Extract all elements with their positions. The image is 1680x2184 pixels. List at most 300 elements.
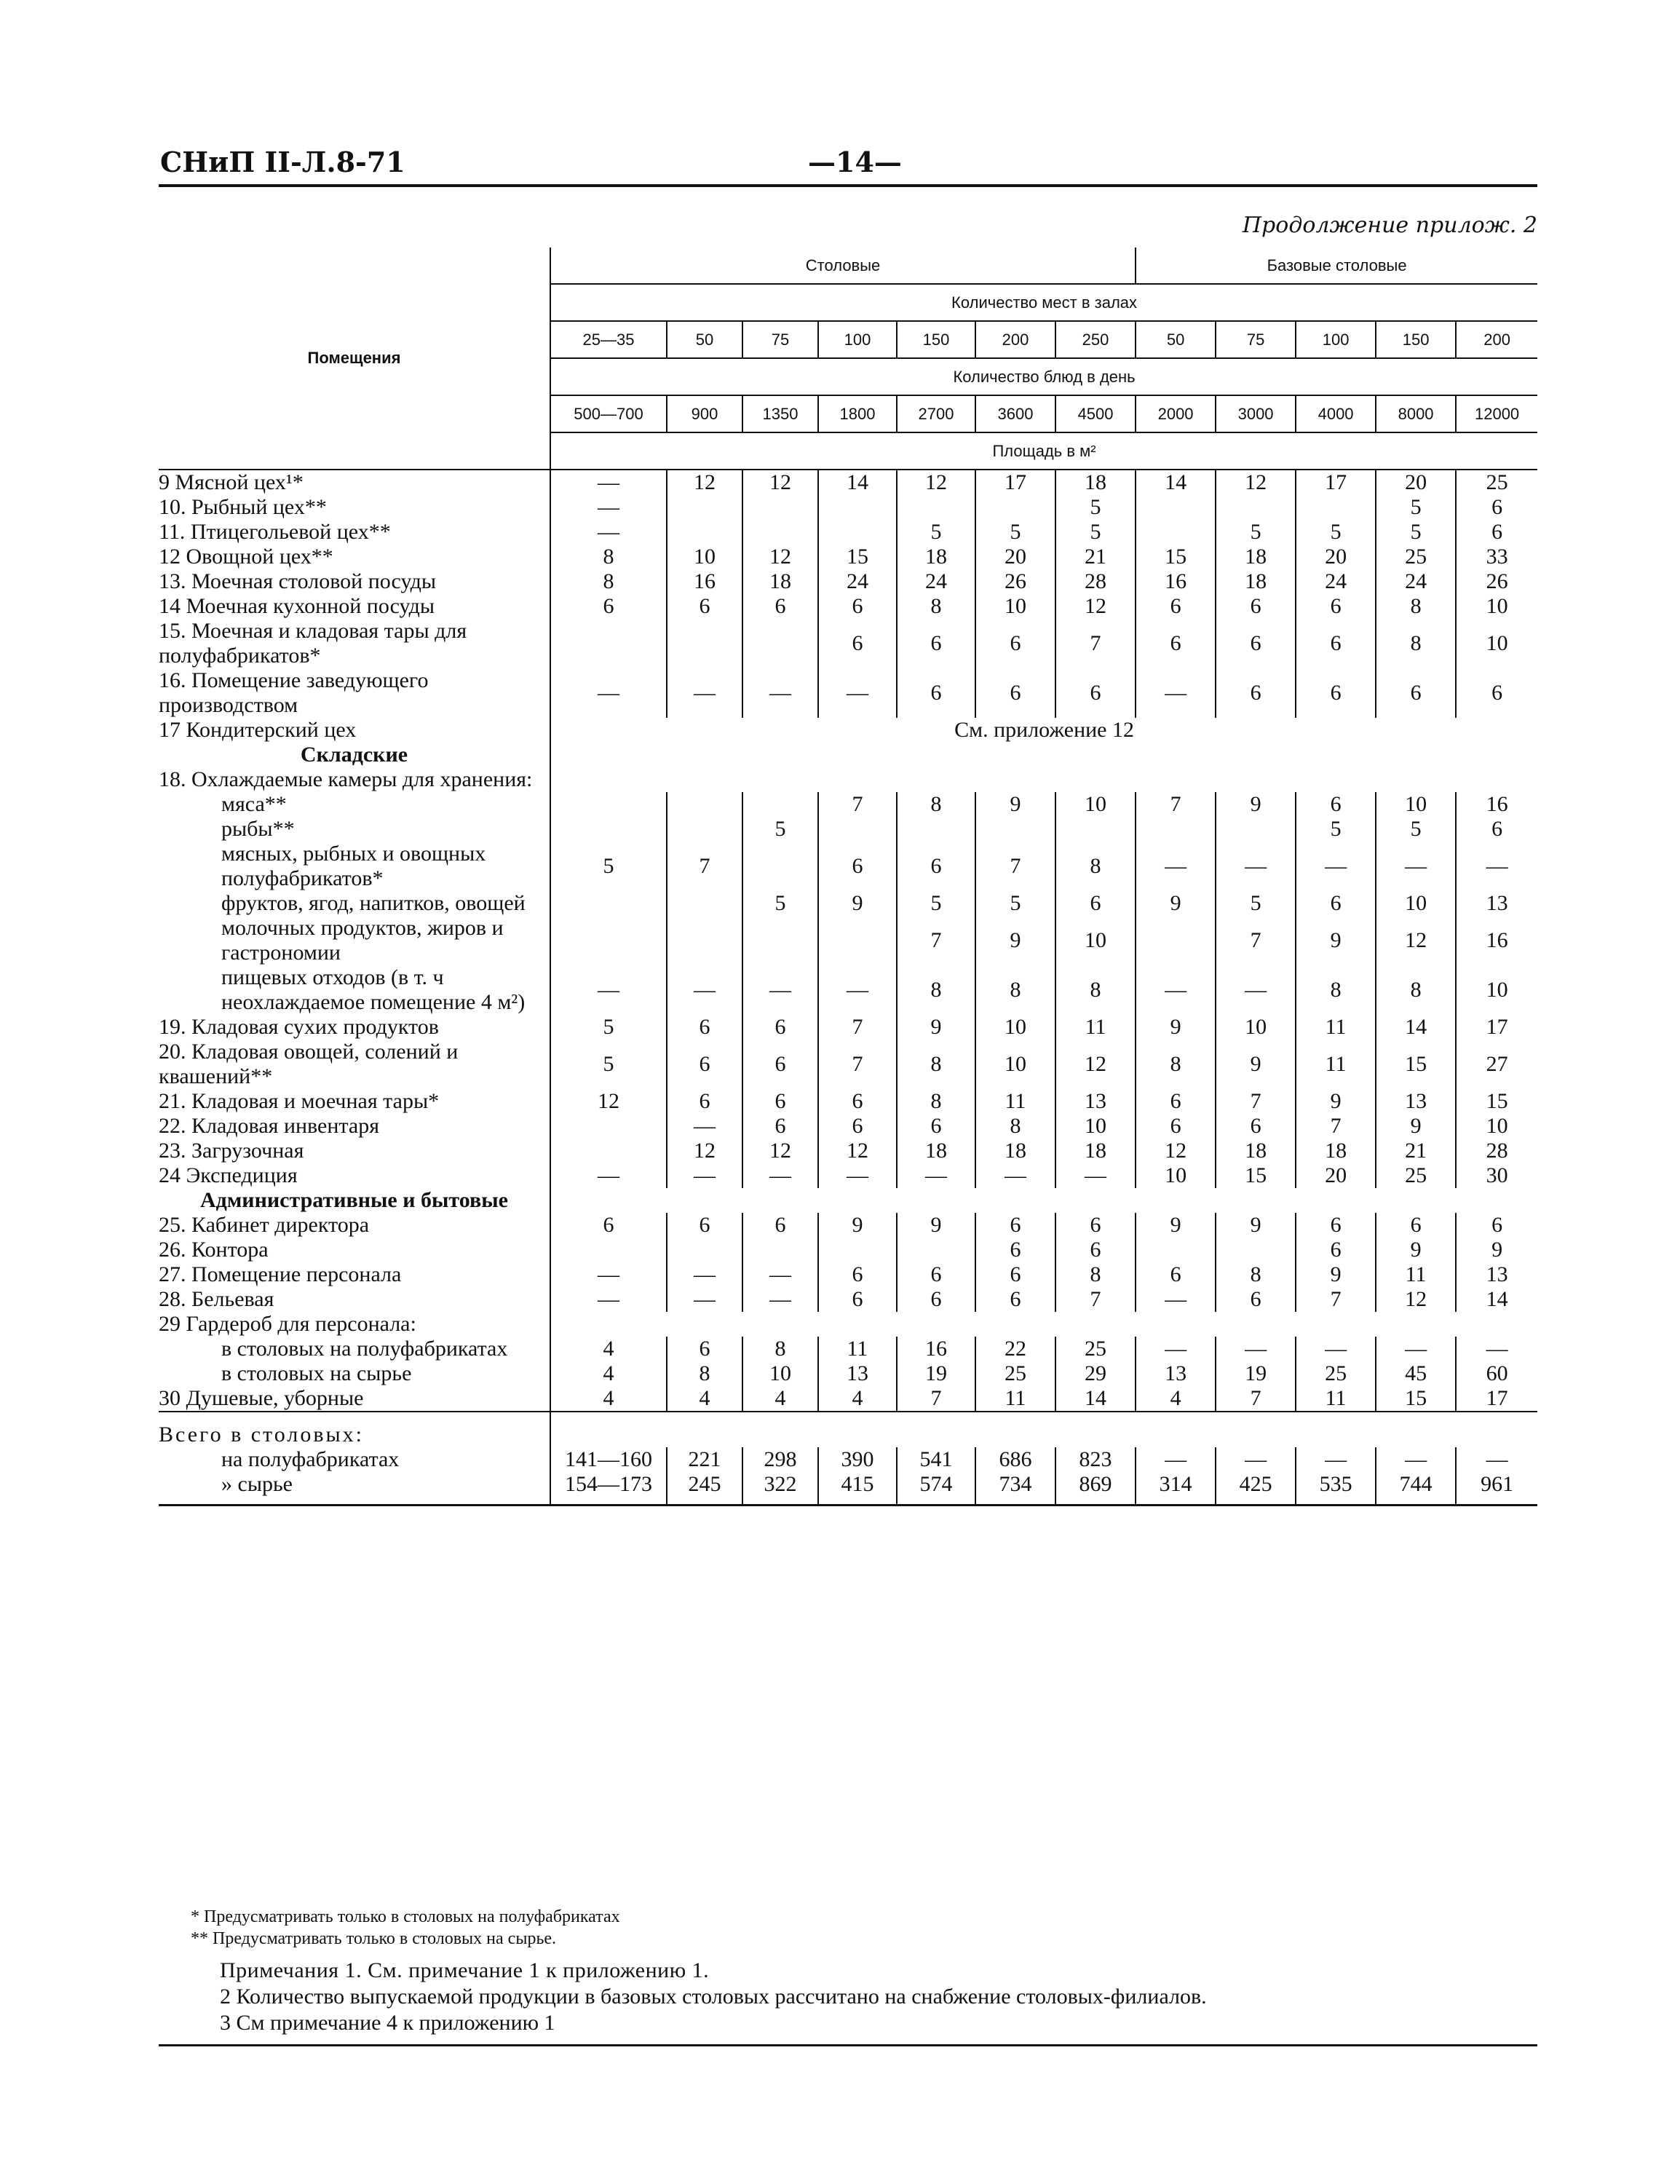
- table-cell: 8: [1376, 965, 1456, 1015]
- row-label: 20. Кладовая овощей, солений и квашений**: [159, 1040, 550, 1089]
- table-cell: 7: [1216, 916, 1296, 965]
- table-cell: 6: [1216, 1287, 1296, 1312]
- empty-cells: [550, 767, 1537, 792]
- table-cell: 25: [1376, 545, 1456, 569]
- table-cell: 425: [1216, 1472, 1296, 1506]
- table-cell: 5: [975, 891, 1055, 916]
- table-cell: 8: [1216, 1262, 1296, 1287]
- table-row: [159, 817, 1537, 842]
- seats-col-7: 50: [1136, 321, 1216, 358]
- seats-col-5: 200: [975, 321, 1055, 358]
- table-cell: 5: [975, 520, 1055, 545]
- table-cell: 6: [550, 1213, 667, 1238]
- table-cell: 6: [1296, 1213, 1376, 1238]
- header-rule: [159, 184, 1537, 187]
- table-cell: 4: [818, 1386, 897, 1412]
- table-cell: —: [1216, 842, 1296, 891]
- table-cell: 22: [975, 1337, 1055, 1361]
- dishes-col-3: 1800: [818, 395, 897, 432]
- table-cell: 14: [1376, 1015, 1456, 1040]
- table-cell: 10: [1216, 1015, 1296, 1040]
- table-cell: 9: [1216, 1040, 1296, 1089]
- table-cell: 6: [1055, 1213, 1136, 1238]
- table-cell: 6: [1456, 520, 1537, 545]
- table-cell: [742, 1238, 818, 1262]
- dishes-col-0: 500—700: [550, 395, 667, 432]
- table-cell: 6: [975, 1238, 1055, 1262]
- table-cell: [1216, 495, 1296, 520]
- table-cell: 6: [1296, 1238, 1376, 1262]
- table-cell: 12: [1376, 916, 1456, 965]
- table-cell: 6: [1216, 668, 1296, 718]
- table-cell: 12: [550, 1089, 667, 1114]
- table-cell: 7: [1216, 1386, 1296, 1412]
- row-label: фруктов, ягод, напитков, овощей: [159, 891, 550, 916]
- table-cell: 6: [1055, 1238, 1136, 1262]
- dishes-col-9: 4000: [1296, 395, 1376, 432]
- table-cell: 4: [1136, 1386, 1216, 1412]
- table-cell: 24: [897, 569, 975, 594]
- table-cell: 7: [818, 1015, 897, 1040]
- table-cell: 10: [1456, 965, 1537, 1015]
- table-cell: 322: [742, 1472, 818, 1506]
- section-row: [159, 1188, 1537, 1213]
- table-cell: [975, 817, 1055, 842]
- document-code: СНиП II-Л.8-71: [160, 146, 405, 178]
- table-cell: [1136, 495, 1216, 520]
- table-cell: 9: [1296, 916, 1376, 965]
- row-label: пищевых отходов (в т. ч неохлаждаемое помещение 4 м²): [159, 965, 550, 1015]
- table-cell: —: [818, 668, 897, 718]
- row-label: рыбы**: [159, 817, 550, 842]
- table-cell: 5: [742, 817, 818, 842]
- table-cell: —: [667, 1262, 742, 1287]
- table-cell: 6: [1216, 1114, 1296, 1139]
- table-cell: 15: [1376, 1386, 1456, 1412]
- table-cell: [667, 817, 742, 842]
- table-cell: 13: [1136, 1361, 1216, 1386]
- row-label: 24 Экспедиция: [159, 1163, 550, 1188]
- dishes-col-5: 3600: [975, 395, 1055, 432]
- table-cell: —: [1136, 965, 1216, 1015]
- table-cell: 24: [818, 569, 897, 594]
- table-cell: 10: [1376, 891, 1456, 916]
- rooms-header: Помещения: [159, 248, 550, 470]
- table-cell: 10: [1055, 916, 1136, 965]
- table-row: [159, 1386, 1537, 1412]
- table-cell: 6: [1296, 619, 1376, 668]
- table-cell: [550, 1114, 667, 1139]
- table-cell: 6: [1136, 1114, 1216, 1139]
- table-cell: [818, 1238, 897, 1262]
- table-cell: 6: [1456, 817, 1537, 842]
- table-cell: —: [667, 1287, 742, 1312]
- seats-col-2: 75: [742, 321, 818, 358]
- table-cell: 6: [667, 1089, 742, 1114]
- table-cell: 6: [975, 1287, 1055, 1312]
- table-cell: [1296, 495, 1376, 520]
- table-cell: 6: [897, 1262, 975, 1287]
- group-dining-header: Столовые: [550, 248, 1136, 284]
- table-cell: 6: [667, 1213, 742, 1238]
- note-1: Примечания 1. См. примечание 1 к приложению 1.: [220, 1958, 710, 1982]
- table-cell: 8: [897, 1040, 975, 1089]
- table-cell: [1136, 916, 1216, 965]
- table-cell: 12: [897, 470, 975, 495]
- note-3: 3 См примечание 4 к приложению 1: [220, 2011, 555, 2035]
- table-row: [159, 470, 1537, 495]
- table-cell: 19: [897, 1361, 975, 1386]
- table-cell: 8: [1055, 842, 1136, 891]
- table-cell: 9: [1296, 1262, 1376, 1287]
- table-cell: —: [1136, 1287, 1216, 1312]
- table-cell: —: [667, 1163, 742, 1188]
- table-cell: 4: [667, 1386, 742, 1412]
- table-cell: 7: [897, 1386, 975, 1412]
- row-label: 18. Охлаждаемые камеры для хранения:: [159, 767, 550, 792]
- table-cell: 6: [818, 842, 897, 891]
- row-label: 25. Кабинет директора: [159, 1213, 550, 1238]
- table-cell: 141—160: [550, 1447, 667, 1472]
- table-cell: —: [1296, 1337, 1376, 1361]
- table-cell: 7: [1055, 619, 1136, 668]
- table-cell: 9: [818, 891, 897, 916]
- table-cell: —: [550, 1163, 667, 1188]
- table-cell: 8: [897, 1089, 975, 1114]
- row-label: 29 Гардероб для персонала:: [159, 1312, 550, 1337]
- row-label: 23. Загрузочная: [159, 1139, 550, 1163]
- table-cell: 6: [742, 1089, 818, 1114]
- table-cell: 4: [550, 1386, 667, 1412]
- table-cell: 12: [667, 470, 742, 495]
- table-cell: 19: [1216, 1361, 1296, 1386]
- table-cell: 16: [897, 1337, 975, 1361]
- table-cell: [818, 817, 897, 842]
- table-cell: 5: [1376, 495, 1456, 520]
- bottom-rule: [159, 2044, 1537, 2046]
- table-cell: —: [667, 1114, 742, 1139]
- table-row: [159, 495, 1537, 520]
- table-cell: 10: [742, 1361, 818, 1386]
- table-cell: [1055, 817, 1136, 842]
- table-cell: 6: [667, 1015, 742, 1040]
- dishes-col-10: 8000: [1376, 395, 1456, 432]
- table-cell: [742, 495, 818, 520]
- table-cell: 7: [818, 1040, 897, 1089]
- table-cell: —: [742, 1262, 818, 1287]
- table-cell: 14: [1055, 1386, 1136, 1412]
- table-cell: 8: [1296, 965, 1376, 1015]
- table-cell: —: [1136, 1447, 1216, 1472]
- table-cell: 9: [1376, 1238, 1456, 1262]
- table-cell: 9: [1136, 891, 1216, 916]
- table-cell: 686: [975, 1447, 1055, 1472]
- group-base-header: Базовые столовые: [1136, 248, 1537, 284]
- table-cell: 12: [742, 470, 818, 495]
- table-cell: 12: [742, 1139, 818, 1163]
- table-cell: [550, 1139, 667, 1163]
- table-cell: 6: [667, 1337, 742, 1361]
- row-label: 22. Кладовая инвентаря: [159, 1114, 550, 1139]
- table-cell: 7: [1136, 792, 1216, 817]
- table-cell: 18: [897, 1139, 975, 1163]
- table-cell: 13: [1055, 1089, 1136, 1114]
- table-cell: 13: [1456, 1262, 1537, 1287]
- table-cell: —: [667, 668, 742, 718]
- table-cell: 6: [1216, 619, 1296, 668]
- dishes-col-4: 2700: [897, 395, 975, 432]
- empty-cells: [550, 1312, 1537, 1337]
- table-cell: 10: [975, 1040, 1055, 1089]
- table-cell: [818, 916, 897, 965]
- table-cell: [818, 520, 897, 545]
- table-cell: 11: [1376, 1262, 1456, 1287]
- table-cell: 9: [975, 792, 1055, 817]
- table-cell: 12: [818, 1139, 897, 1163]
- seats-col-1: 50: [667, 321, 742, 358]
- row-label: в столовых на полуфабрикатах: [159, 1337, 550, 1361]
- table-cell: 20: [1296, 545, 1376, 569]
- table-cell: 6: [1136, 594, 1216, 619]
- table-cell: 10: [1456, 619, 1537, 668]
- table-cell: [742, 520, 818, 545]
- table-cell: 9: [1136, 1015, 1216, 1040]
- table-cell: —: [550, 965, 667, 1015]
- table-cell: —: [1216, 965, 1296, 1015]
- table-row: [159, 1238, 1537, 1262]
- table-cell: 6: [975, 1262, 1055, 1287]
- table-cell: 541: [897, 1447, 975, 1472]
- table-cell: [897, 495, 975, 520]
- table-cell: 9: [1216, 1213, 1296, 1238]
- table-row: [159, 545, 1537, 569]
- row-label: 13. Моечная столовой посуды: [159, 569, 550, 594]
- continuation-label: Продолжение прилож. 2: [1242, 213, 1537, 238]
- table-cell: 961: [1456, 1472, 1537, 1506]
- dishes-col-2: 1350: [742, 395, 818, 432]
- table-cell: —: [1456, 1447, 1537, 1472]
- table-cell: 9: [1136, 1213, 1216, 1238]
- table-cell: 6: [975, 1213, 1055, 1238]
- table-cell: [897, 817, 975, 842]
- table-cell: 30: [1456, 1163, 1537, 1188]
- table-cell: 20: [975, 545, 1055, 569]
- table-cell: —: [1456, 842, 1537, 891]
- table-cell: 7: [1296, 1287, 1376, 1312]
- table-cell: 18: [1296, 1139, 1376, 1163]
- table-cell: 12: [742, 545, 818, 569]
- table-cell: 7: [897, 916, 975, 965]
- table-cell: —: [550, 495, 667, 520]
- table-cell: 5: [1055, 520, 1136, 545]
- table-cell: 7: [818, 792, 897, 817]
- seats-header: Количество мест в залах: [550, 284, 1537, 321]
- table-cell: 8: [742, 1337, 818, 1361]
- table-cell: 11: [975, 1089, 1055, 1114]
- table-cell: 15: [818, 545, 897, 569]
- table-cell: [897, 1238, 975, 1262]
- table-cell: 245: [667, 1472, 742, 1506]
- table-cell: 14: [818, 470, 897, 495]
- table-cell: 6: [1216, 594, 1296, 619]
- table-cell: 26: [1456, 569, 1537, 594]
- table-cell: 6: [1296, 891, 1376, 916]
- table-row: [159, 1312, 1537, 1337]
- table-cell: 9: [1216, 792, 1296, 817]
- row-label: 17 Кондитерский цех: [159, 718, 550, 743]
- table-cell: 5: [550, 1015, 667, 1040]
- table-cell: 13: [1456, 891, 1537, 916]
- table-cell: 6: [818, 1089, 897, 1114]
- table-cell: 60: [1456, 1361, 1537, 1386]
- table-cell: 18: [975, 1139, 1055, 1163]
- table-cell: 24: [1296, 569, 1376, 594]
- row-label: 21. Кладовая и моечная тары*: [159, 1089, 550, 1114]
- table-cell: 5: [1055, 495, 1136, 520]
- table-cell: —: [1136, 668, 1216, 718]
- table-cell: 7: [975, 842, 1055, 891]
- row-label: » сырье: [159, 1472, 550, 1506]
- dishes-col-1: 900: [667, 395, 742, 432]
- table-cell: 10: [1055, 1114, 1136, 1139]
- table-cell: 221: [667, 1447, 742, 1472]
- table-cell: 28: [1055, 569, 1136, 594]
- table-cell: —: [1296, 842, 1376, 891]
- table-row: [159, 1447, 1537, 1472]
- table-row: [159, 1139, 1537, 1163]
- table-cell: 18: [1216, 569, 1296, 594]
- table-cell: —: [1296, 1447, 1376, 1472]
- table-cell: 6: [818, 1287, 897, 1312]
- table-cell: 4: [742, 1386, 818, 1412]
- table-cell: 11: [975, 1386, 1055, 1412]
- table-cell: 8: [897, 792, 975, 817]
- table-cell: —: [1456, 1337, 1537, 1361]
- table-cell: 6: [1055, 668, 1136, 718]
- table-cell: 6: [742, 594, 818, 619]
- table-cell: [1136, 1238, 1216, 1262]
- table-cell: 45: [1376, 1361, 1456, 1386]
- table-cell: 8: [1055, 965, 1136, 1015]
- table-cell: 6: [550, 594, 667, 619]
- row-label: 10. Рыбный цех**: [159, 495, 550, 520]
- table-cell: 390: [818, 1447, 897, 1472]
- empty-cells: [550, 1412, 1537, 1447]
- table-cell: 298: [742, 1447, 818, 1472]
- table-row: [159, 1213, 1537, 1238]
- table-cell: 869: [1055, 1472, 1136, 1506]
- table-cell: 21: [1376, 1139, 1456, 1163]
- table-cell: 28: [1456, 1139, 1537, 1163]
- table-cell: 18: [1216, 545, 1296, 569]
- table-cell: 6: [1376, 668, 1456, 718]
- table-cell: 10: [1055, 792, 1136, 817]
- table-cell: 10: [1136, 1163, 1216, 1188]
- table-cell: 10: [1456, 1114, 1537, 1139]
- table-cell: 24: [1376, 569, 1456, 594]
- table-cell: 10: [975, 1015, 1055, 1040]
- table-cell: 6: [742, 1213, 818, 1238]
- table-cell: 12: [1136, 1139, 1216, 1163]
- row-label: молочных продуктов, жиров и гастрономии: [159, 916, 550, 965]
- row-label: мяса**: [159, 792, 550, 817]
- table-cell: 29: [1055, 1361, 1136, 1386]
- table-cell: 15: [1216, 1163, 1296, 1188]
- seats-col-11: 200: [1456, 321, 1537, 358]
- table-cell: 15: [1376, 1040, 1456, 1089]
- table-cell: [742, 916, 818, 965]
- table-row: [159, 1040, 1537, 1089]
- table-cell: 16: [667, 569, 742, 594]
- table-cell: 11: [1296, 1386, 1376, 1412]
- row-label: 15. Моечная и кладовая тары для полуфабрикатов*: [159, 619, 550, 668]
- table-cell: 17: [1296, 470, 1376, 495]
- table-cell: —: [1376, 1337, 1456, 1361]
- table-cell: 21: [1055, 545, 1136, 569]
- table-cell: 13: [818, 1361, 897, 1386]
- table-cell: 314: [1136, 1472, 1216, 1506]
- table-cell: [1136, 520, 1216, 545]
- dishes-col-11: 12000: [1456, 395, 1537, 432]
- table-cell: [1216, 1238, 1296, 1262]
- table-cell: 6: [818, 619, 897, 668]
- table-cell: 10: [975, 594, 1055, 619]
- table-cell: 10: [1456, 594, 1537, 619]
- section-title: Административные и бытовые: [159, 1188, 550, 1213]
- table-cell: 20: [1296, 1163, 1376, 1188]
- table-row: [159, 718, 1537, 743]
- table-cell: 27: [1456, 1040, 1537, 1089]
- table-cell: 7: [1216, 1089, 1296, 1114]
- row-label: 9 Мясной цех¹*: [159, 470, 550, 495]
- row-label: 30 Душевые, уборные: [159, 1386, 550, 1412]
- table-cell: 8: [550, 545, 667, 569]
- footnote-1: * Предусматривать только в столовых на полуфабрикатах: [191, 1907, 620, 1926]
- table-cell: 6: [1296, 668, 1376, 718]
- table-cell: 6: [1136, 1089, 1216, 1114]
- table-cell: 6: [818, 594, 897, 619]
- dishes-col-8: 3000: [1216, 395, 1296, 432]
- table-cell: —: [818, 1163, 897, 1188]
- seats-col-4: 150: [897, 321, 975, 358]
- area-table: [159, 248, 1537, 1506]
- table-cell: [742, 842, 818, 891]
- table-cell: 7: [667, 842, 742, 891]
- dishes-col-7: 2000: [1136, 395, 1216, 432]
- seats-col-0: 25—35: [550, 321, 667, 358]
- table-cell: 574: [897, 1472, 975, 1506]
- table-cell: 18: [897, 545, 975, 569]
- table-cell: 10: [667, 545, 742, 569]
- table-cell: 6: [667, 1040, 742, 1089]
- table-cell: —: [1055, 1163, 1136, 1188]
- table-cell: 17: [975, 470, 1055, 495]
- seats-col-6: 250: [1055, 321, 1136, 358]
- dishes-header: Количество блюд в день: [550, 358, 1537, 395]
- table-cell: 25: [1055, 1337, 1136, 1361]
- table-cell: —: [742, 1287, 818, 1312]
- table-cell: 6: [1456, 495, 1537, 520]
- table-cell: [667, 520, 742, 545]
- table-cell: [667, 1238, 742, 1262]
- note-2: 2 Количество выпускаемой продукции в базовых столовых рассчитано на снабжение столовых-филиалов.: [220, 1985, 1207, 2009]
- table-cell: 20: [1376, 470, 1456, 495]
- table-cell: 6: [1456, 1213, 1537, 1238]
- table-cell: 12: [667, 1139, 742, 1163]
- table-cell: [667, 891, 742, 916]
- table-cell: 13: [1376, 1089, 1456, 1114]
- table-cell: 744: [1376, 1472, 1456, 1506]
